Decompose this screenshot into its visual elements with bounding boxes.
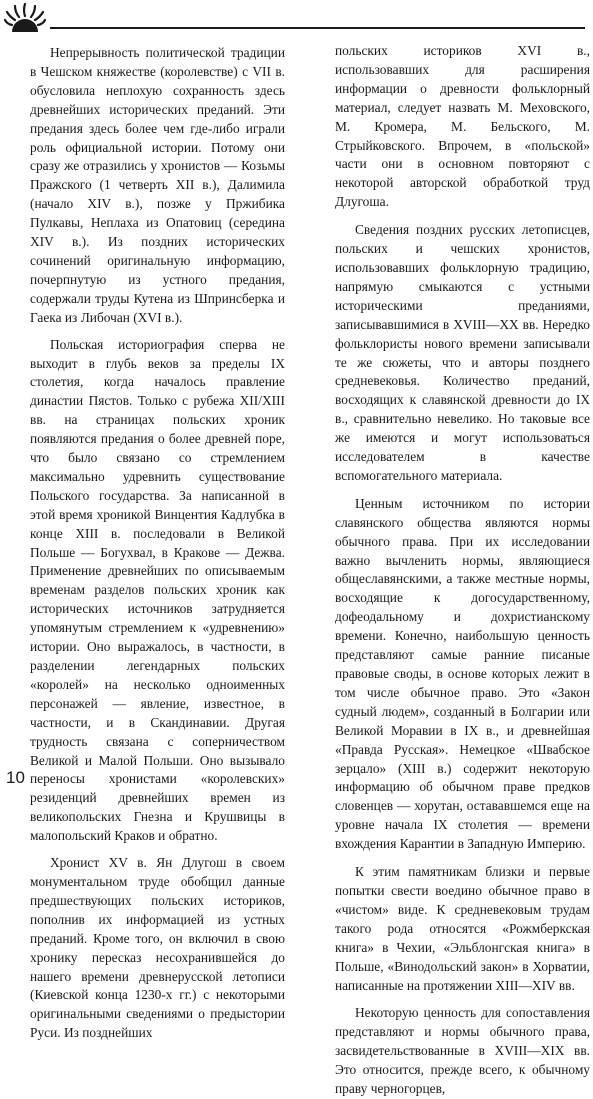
- paragraph: Некоторую ценность для сопоставления представляют и нормы обычного права, засвидетельствованные в XVIII—XIX вв. Это относится, прежде всего, к обычному праву черногорцев,: [335, 1005, 590, 1097]
- right-column: [335, 42, 590, 1099]
- paragraph: Ценным источником по истории славянского общества являются нормы обычного права. При их исследовании важно вычленить нормы, являющиеся общеславянскими, а также местные нормы, восходящие к догосударственному, дофеодальному и дохристианскому времени. Конечно, наибольшую ценность представляют самые ранние писаные правовые своды, в основе которых лежит в том числе обычное право. Это «Закон судный людем», созданный в Болгарии или Великой Моравии в IX в., и древнейшая «Правда Русская». Немецкое «Швабское зерцало» (XIII в.) содержит некоторую информацию об обычном праве предков словенцев — хорутан, остававшемся еще на уровне начала IX столетия — времени вхождения Карантии в Западную Империю.: [335, 495, 590, 852]
- paragraph: Непрерывность политической традиции в Чешском княжестве (королевстве) с VII в. обусловила неплохую сохранность здесь древнейших исторических преданий. Эти предания здесь более чем где-либо играли роль официальной истории. Потому они сразу же отразились у хронистов — Козьмы Пражского (1 четверть XII в.), Далимила (начало XIV в.), позже у Пржибика Пулкавы, Неплаха из Опатовиц (середина XIV в.). Из поздних исторических сочинений оригинальную информацию, почерпнутую из устного предания, содержали труды Кутена из Шпринсберка и Гаека из Либочан (XVI в.).: [30, 45, 285, 325]
- paragraph: К этим памятникам близки и первые попытки свести воедино обычное право в «чистом» виде. К средневековым трудам такого рода относятся «Рожмберкская книга» в Чехии, «Эльблонгская книга» в Польше, «Винодольский закон» в Хорватии, написанные на протяжении XIII—XIV вв.: [335, 864, 590, 993]
- paragraph: Хронист XV в. Ян Длугош в своем монументальном труде обобщил данные предшествующих польских историков, пополнив их информацией из устных преданий. Кроме того, он включил в свою хронику пересказ несохранившейся до нашего времени древнерусской летописи (Киевской конца 1230-х гг.) с некоторыми оригинальными сведениями о предыстории Руси. Из позднейших: [30, 855, 285, 1041]
- paragraph: Сведения поздних русских летописцев, польских и чешских хронистов, использовавших фольклорную традицию, напрямую смыкаются с устными историческими преданиями, записывавшимися в XVIII—XX вв. Нередко фольклористы нового времени записывали те же сюжеты, что и авторы позднего средневековья. Количество преданий, восходящих к славянской древности до IX в., сравнительно невелико. Но таковые все же имеются и могут использоваться исследователем в качестве вспомогательного материала.: [335, 222, 590, 483]
- header-rule: [50, 27, 585, 29]
- paragraph: польских историков XVI в., использовавших для расширения информации о древности фольклорный материал, следует назвать М. Меховского, М. Кромера, М. Бельского, М. Стрыйковского. Впрочем, в «польской» части они в основном повторяют с некоторой авторской обработкой труд Длугоша.: [335, 43, 590, 210]
- sun-icon: [4, 2, 46, 36]
- page-header: [0, 0, 593, 40]
- paragraph: Польская историография сперва не выходит в глубь веков за пределы IX столетия, когда началось правление династии Пястов. Только с рубежа XII/XIII вв. на страницах польских хроник появляются предания о более древней поре, что было связано со стремлением максимально удревнить существование Польского государства. За написанной в этой время хроникой Винцентия Кадлубка в конце XIII в. последовали в Великой Польше — Богухвал, в Кракове — Дежва. Применение древнейших по описываемым временам разделов польских хроник как исторических источников затрудняется упомянутым стремлением к «удревнению» истории. Оно выражалось, в частности, в разделении легендарных польских «королей» на несколько одноименных персонажей — явление, известное, в частности, и в Скандинавии. Другая трудность связана с соперничеством Великой и Малой Польши. Оно вызывало переносы хронистами «королевских» резиденций древнейших времен из великопольских Гнезна и Крушвицы в малопольский Краков и обратно.: [30, 336, 285, 844]
- left-column: [30, 44, 285, 1043]
- page-number: 10: [6, 768, 25, 787]
